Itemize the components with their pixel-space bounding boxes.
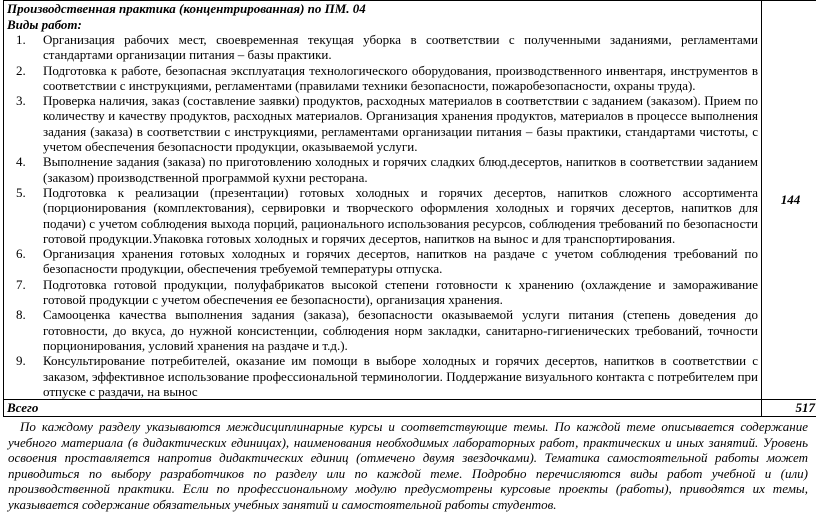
work-item-number: 3. bbox=[16, 93, 26, 108]
work-item-text: Подготовка к реализации (презентации) готовых холодных и горячих десертов, напитков сложного ассортимента (порционирования (комплектования), сервировки и творческого оформления холодных и горячих десертов, напитков для подачи) с учетом соблюдения выхода порций, рационального использования ресурсов, соблюдения требований по безопасности готовой продукции.Упаковка готовых холодных и горячих десертов, напитков на вынос и для транспортирования. bbox=[43, 185, 758, 246]
work-item bbox=[7, 185, 758, 246]
practice-table bbox=[3, 0, 816, 417]
work-item bbox=[7, 246, 758, 277]
practice-row bbox=[4, 1, 816, 400]
work-item-number: 5. bbox=[16, 185, 26, 200]
work-item-number: 2. bbox=[16, 63, 26, 78]
total-row bbox=[4, 400, 816, 417]
work-item bbox=[7, 93, 758, 154]
work-item-text: Подготовка готовой продукции, полуфабрикатов высокой степени готовности к хранению (охлаждение и замораживание готовой продукции с учетом обеспечения ее безопасности), организация хранения. bbox=[43, 277, 758, 307]
work-item-number: 1. bbox=[16, 32, 26, 47]
work-item-number: 6. bbox=[16, 246, 26, 261]
work-item-text: Консультирование потребителей, оказание им помощи в выборе холодных и горячих десертов, напитков в соответствии с заказом, эффективное использование профессиональной терминологии. Поддержание визуального контакта с потребителем при отпуске с раздачи, на вынос bbox=[43, 353, 758, 399]
works-list bbox=[7, 32, 758, 399]
work-item-text: Организация хранения готовых холодных и горячих десертов, напитков на раздаче с учетом соблюдения требований по безопасности продукции, обеспечения требуемой температуры отпуска. bbox=[43, 246, 758, 276]
total-label: Всего bbox=[4, 400, 762, 417]
work-item bbox=[7, 277, 758, 308]
work-item-text: Самооценка качества выполнения задания (заказа), безопасности оказываемой услуги питания (степень доведения до готовности, до вкуса, до нужной консистенции, соблюдения норм закладки, санитарно-гигиенических требований, точности порционирования, условий хранения на раздаче и т.д.). bbox=[43, 307, 758, 353]
work-item bbox=[7, 63, 758, 94]
work-item-number: 4. bbox=[16, 154, 26, 169]
work-item-text: Подготовка к работе, безопасная эксплуатация технологического оборудования, производственного инвентаря, инструментов в соответствии с инструкциями, регламентами (правилами техники безопасности, пожаробезопасности, охраны труда). bbox=[43, 63, 758, 93]
work-item-number: 7. bbox=[16, 277, 26, 292]
work-item-text: Проверка наличия, заказ (составление заявки) продуктов, расходных материалов в соответствии с заданием (заказом). Прием по количеству и качеству продуктов, расходных материалов. Организация хранения продуктов, материалов в процессе выполнения задания (заказа) в соответствии с инструкциями, регламентами организации питания – базы практики, стандартами чистоты, с учетом обеспечения безопасности продукции, оказываемой услуги. bbox=[43, 93, 758, 154]
work-item-number: 8. bbox=[16, 307, 26, 322]
practice-title: Производственная практика (концентрированная) по ПМ. 04 bbox=[7, 1, 758, 17]
work-item-text: Выполнение задания (заказа) по приготовлению холодных и горячих сладких блюд.десертов, напитков в соответствии заданием (заказом) производственной программой кухни ресторана. bbox=[43, 154, 758, 184]
work-item-text: Организация рабочих мест, своевременная текущая уборка в соответствии с полученными заданиями, регламентами стандартами организации питания – базы практики. bbox=[43, 32, 758, 62]
work-item bbox=[7, 353, 758, 399]
works-heading: Виды работ: bbox=[7, 17, 758, 32]
work-item bbox=[7, 32, 758, 63]
work-item bbox=[7, 307, 758, 353]
work-item bbox=[7, 154, 758, 185]
practice-content-cell bbox=[4, 1, 762, 400]
work-item-number: 9. bbox=[16, 353, 26, 368]
hours-cell: 144 bbox=[762, 1, 816, 400]
total-value: 517 bbox=[762, 400, 816, 417]
footnote-text: По каждому разделу указываются междисциплинарные курсы и соответствующие темы. По каждой теме описывается содержание учебного материала (в дидактических единицах), наименования необходимых лабораторных работ, практических и иных занятий. Уровень освоения проставляется напротив дидактических единиц (отмечено двумя звездочками). Тематика самостоятельной работы может приводиться по выбору разработчиков по разделу или по каждой теме. Подробно перечисляются виды работ учебной и (или) производственной практики. Если по профессиональному модулю предусмотрены курсовые проекты (работы), приводятся их темы, указывается содержание обязательных учебных занятий и самостоятельной работы студентов. bbox=[8, 419, 808, 512]
